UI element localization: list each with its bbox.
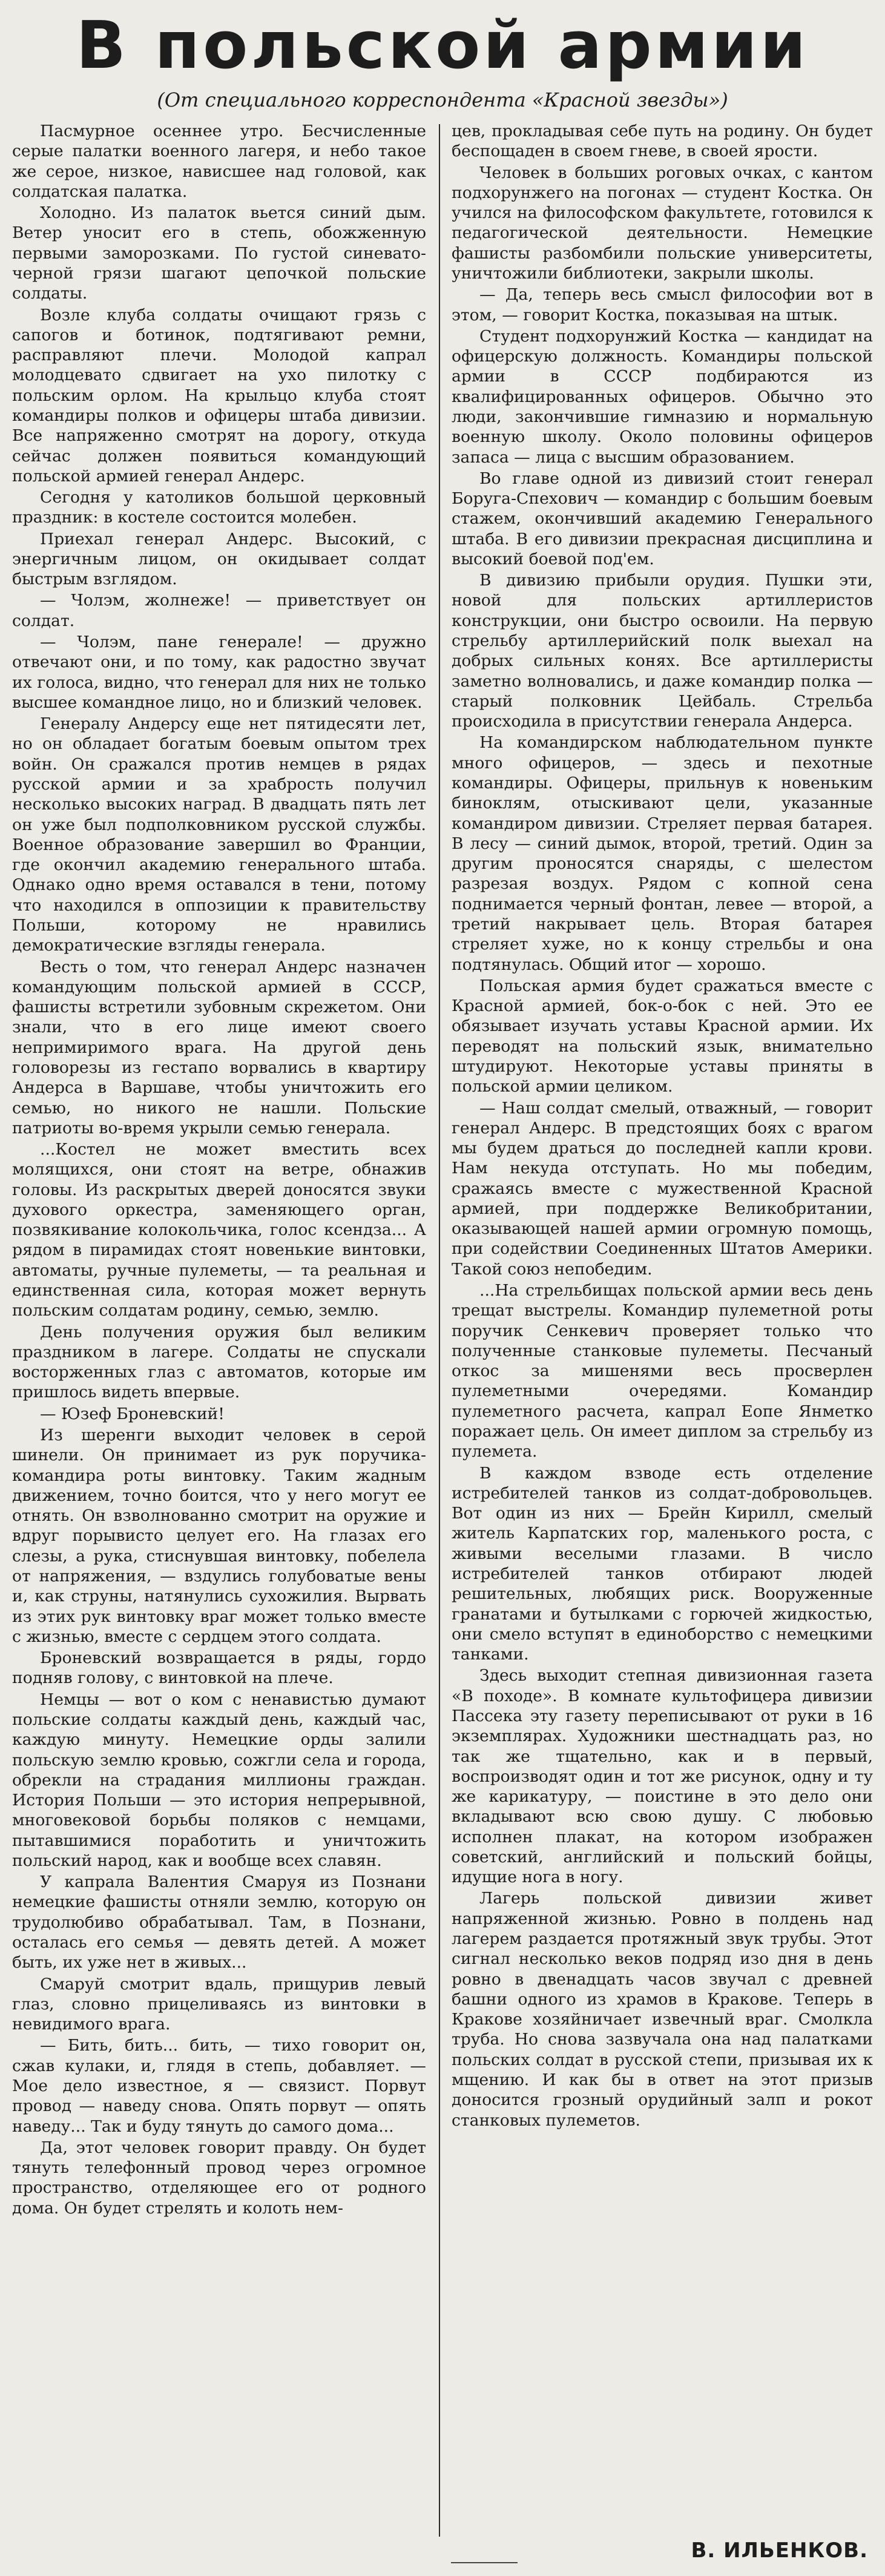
article-paragraph: Приехал генерал Андерс. Высокий, с энергичным лицом, он окидывает солдат быстрым взглядом. [12,529,426,589]
article-paragraph: — Чолэм, жолнеже! — приветствует он солдат. [12,591,426,630]
article-paragraph: ...Костел не может вместить всех молящихся, они стоят на ветре, обнажив головы. Из раскрытых дверей доносятся звуки духового оркестра, заменяющего орган, позвякивание колокольчика, голос ксендза... А рядом в пирамидах стоят новенькие винтовки, автоматы, ручные пулеметы, — та реальная и единственная сила, которая может вернуть польским солдатам родину, семью, землю. [12,1140,426,1320]
article-paragraph: Польская армия будет сражаться вместе с Красной армией, бок-о-бок с ней. Это ее обязывает изучать уставы Красной армии. Их переводят на польский язык, внимательно штудируют. Некоторые уставы приняты в польской армии целиком. [452,976,873,1096]
article-paragraph: Во главе одной из дивизий стоит генерал Боруга-Спехович — командир с большим боевым стажем, окончивший академию Генерального штаба. В его дивизии прекрасная дисциплина и высокий боевой под'ем. [452,469,873,568]
article-paragraph: В дивизию прибыли орудия. Пушки эти, новой для польских артиллеристов конструкции, они быстро освоили. На первую стрельбу артиллерийский полк выехал на добрых сильных конях. Все артиллеристы заметно волновались, и даже командир полка — старый полковник Цейбаль. Стрельба происходила в присутствии генерала Андерса. [452,571,873,731]
article-title: В польской армии [76,8,809,84]
article-paragraph: ...На стрельбищах польской армии весь день трещат выстрелы. Командир пулеметной роты поручик Сенкевич проверяет только что полученные станковые пулеметы. Песчаный откос за мишенями весь просверлен пулеметными очередями. Командир пулеметного расчета, капрал Еопе Янметко поражает цель. Он имеет диплом за стрельбу из пулемета. [452,1281,873,1461]
article-paragraph: Весть о том, что генерал Андерс назначен командующим польской армией в СССР, фашисты встретили зубовным скрежетом. Они знали, что в его лице имеют своего непримиримого врага. На другой день головорезы из гестапо ворвались в квартиру Андерса в Варшаве, чтобы уничтожить его семью, но никого не нашли. Польские патриоты во-время укрыли семью генерала. [12,957,426,1138]
article-column-right [452,121,873,2537]
article-paragraph: — Чолэм, пане генерале! — дружно отвечают они, и по тому, как радостно звучат их голоса, видно, что генерал для них не только высшее командное лицо, но и близкий человек. [12,633,426,712]
article-paragraph: — Бить, бить... бить, — тихо говорит он, сжав кулаки, и, глядя в степь, добавляет. — Мое дело известное, я — связист. Порвут провод — наведу снова. Опять порвут — опять наведу... Так и буду тянуть до самого дома... [12,2036,426,2136]
article-paragraph: День получения оружия был великим праздником в лагере. Солдаты не спускали восторженных глаз с автоматов, которые им пришлось видеть впервые. [12,1322,426,1402]
article-paragraph: У капрала Валентия Смаруя из Познани немецкие фашисты отняли землю, которую он трудолюбиво обрабатывал. Там, в Познани, осталась его семья — девять детей. А может быть, их уже нет в живых... [12,1873,426,1972]
article-paragraph: — Да, теперь весь смысл философии вот в этом, — говорит Костка, показывая на штык. [452,285,873,324]
article-paragraph: — Юзеф Броневский! [40,1404,225,1423]
article-paragraph: Да, этот человек говорит правду. Он будет тянуть телефонный провод через огромное пространство, отделяющее его от родного дома. Он будет стрелять и колоть нем- [12,2138,426,2218]
article-paragraph: Сегодня у католиков большой церковный праздник: в костеле состоится молебен. [12,488,426,527]
article-paragraph: На командирском наблюдательном пункте много офицеров, — здесь и пехотные командиры. Офицеры, прильнув к новеньким биноклям, отыскивают цели, указанные командиром дивизии. Стреляет первая батарея. В лесу — синий дымок, второй, третий. Один за другим проносятся снаряды, с шелестом разрезая воздух. Рядом с копной сена поднимается черный фонтан, левее — второй, а третий накрывает цель. Вторая батарея стреляет хуже, но к концу стрельбы и она подтянулась. Общий итог — хорошо. [452,733,873,974]
article-paragraph: Немцы — вот о ком с ненавистью думают польские солдаты каждый день, каждый час, каждую минуту. Немецкие орды залили польскую землю кровью, сожгли села и города, обрекли на страдания миллионы граждан. История Польши — это история непрерывной, многовековой борьбы поляков с немцами, пытавшимися поработить и уничтожить польский народ, как и вообще всех славян. [12,1690,426,1870]
article-paragraph: Пасмурное осеннее утро. Бесчисленные серые палатки военного лагеря, и небо такое же серое, низкое, нависшее над головой, как солдатская палатка. [12,122,426,201]
article-paragraph: Холодно. Из палаток вьется синий дым. Ветер уносит его в степь, обожженную первыми заморозками. По густой синевато-черной грязи шагают цепочкой польские солдаты. [12,203,426,303]
article-paragraph: В каждом взводе есть отделение истребителей танков из солдат-добровольцев. Вот один из них — Брейн Кирилл, смелый житель Карпатских гор, маленького роста, с живыми веселыми глазами. В число истребителей танков отбирают людей решительных, любящих риск. Вооруженные гранатами и бутылками с горючей жидкостью, они смело вступят в единоборство с немецкими танками. [452,1463,873,1664]
article-paragraph: Человек в больших роговых очках, с кантом подхорунжего на погонах — студент Костка. Он учился на философском факультете, готовился к педагогической деятельности. Немецкие фашисты разбомбили польские университеты, уничтожили библиотеки, закрыли школы. [452,163,873,283]
article-paragraph: Из шеренги выходит человек в серой шинели. Он принимает из рук поручика-командира роты винтовку. Таким жадным движением, точно боится, что у него могут ее отнять. Он взволнованно смотрит на оружие и вдруг порывисто целует его. На глазах его слезы, а рука, стиснувшая винтовку, побелела от напряжения, — вздулись голубоватые вены и, как струны, натянулись сухожилия. Вырвать из этих рук винтовку враг может только вместе с жизнью, вместе с сердцем этого солдата. [12,1426,426,1646]
article-subtitle: (От специального корреспондента «Красной звезды») [157,88,728,111]
article-paragraph: Генералу Андерсу еще нет пятидесяти лет, но он обладает богатым боевым опытом трех войн. Он сражался против немцев в рядах русской армии и за храбрость получил несколько высоких наград. В двадцать пять лет он уже был подполковником русской службы. Военное образование завершил во Франции, где окончил академию генерального штаба. Однако одно время оставался в тени, потому что находился в оппозиции к правительству Польши, которому не нравились демократические взгляды генерала. [12,714,426,955]
article-column-left [12,121,426,2537]
column-divider [439,124,440,2537]
author-signature: В. ИЛЬЕНКОВ. [691,2538,868,2563]
end-rule [451,2562,518,2563]
article-paragraph: цев, прокладывая себе путь на родину. Он будет беспощаден в своем гневе, в своей ярости. [452,122,873,161]
article-paragraph: Смаруй смотрит вдаль, прищурив левый глаз, словно прицеливаясь из винтовки в невидимого врага. [12,1974,426,2034]
article-paragraph: Броневский возвращается в ряды, гордо подняв голову, с винтовкой на плече. [12,1649,426,1688]
article-paragraph: Студент подхорунжий Костка — кандидат на офицерскую должность. Командиры польской армии в СССР подбираются из квалифицированных офицеров. Обычно это люди, закончившие гимназию и нормальную военную школу. Около половины офицеров запаса — лица с высшим образованием. [452,326,873,467]
article-paragraph: — Наш солдат смелый, отважный, — говорит генерал Андерс. В предстоящих боях с врагом мы будем драться до последней капли крови. Нам некуда отступать. Но мы победим, сражаясь вместе с мужественной Красной армией, при поддержке Великобритании, оказывающей нашей армии огромную помощь, при содействии Соединенных Штатов Америки. Такой союз непобедим. [452,1098,873,1279]
article-paragraph: Здесь выходит степная дивизионная газета «В походе». В комнате культофицера дивизии Пассека эту газету переписывают от руки в 16 экземплярах. Художники шестнадцать раз, но так же тщательно, как и в первый, воспроизводят один и тот же рисунок, одну и ту же карикатуру, — поистине в это дело они вкладывают всю свою душу. С любовью исполнен плакат, на котором изображен советский, английский и польский бойцы, идущие нога в ногу. [452,1666,873,1887]
article-paragraph: Возле клуба солдаты очищают грязь с сапогов и ботинок, подтягивают ремни, расправляют плечи. Молодой капрал молодцевато сдвигает на ухо пилотку с польским орлом. На крыльцо клуба стоят командиры полков и офицеры штаба дивизии. Все напряженно смотрят на дорогу, откуда сейчас должен появиться командующий польской армией генерал Андерс. [12,305,426,486]
article-paragraph: Лагерь польской дивизии живет напряженной жизнью. Ровно в полдень над лагерем раздается протяжный звук трубы. Этот сигнал несколько веков подряд изо дня в день ровно в двенадцать часов звучал с древней башни одного из храмов в Кракове. Теперь в Кракове хозяйничает извечный враг. Смолкла труба. Но снова зазвучала она над палатками польских солдат в русской степи, призывая их к мщению. И как бы в ответ на этот призыв доносится грозный орудийный залп и рокот станковых пулеметов. [452,1889,873,2130]
